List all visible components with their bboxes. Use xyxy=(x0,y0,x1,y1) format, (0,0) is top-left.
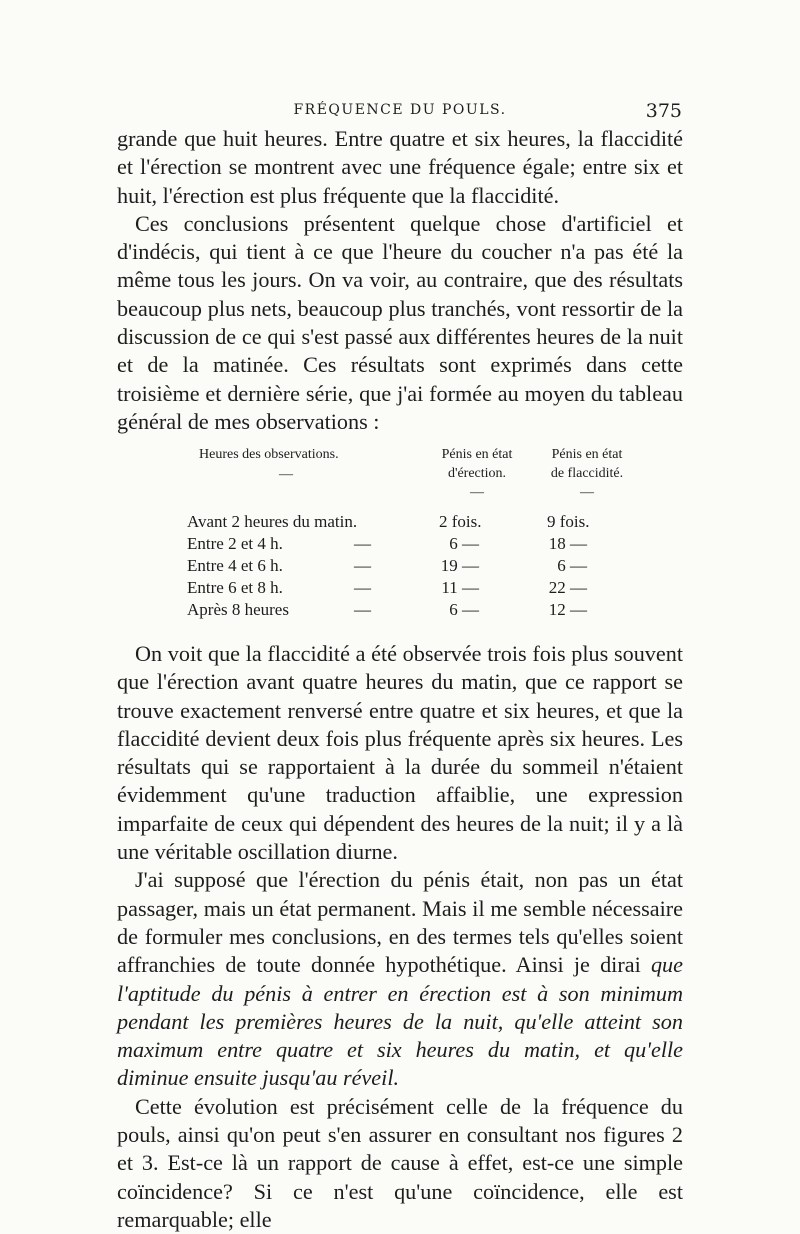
row-label: Entre 6 et 8 h. xyxy=(187,578,283,597)
table-row xyxy=(117,578,683,600)
header-flaccidite-line2: de flaccidité. xyxy=(550,466,624,481)
row-erection: 11 — xyxy=(441,578,479,597)
header-flaccidite-dash: — xyxy=(580,485,594,500)
italic-conclusion: que l'aptitude du pénis à entrer en érection est à son minimum pendant les premières heures de la nuit, qu'elle atteint son maximum entre quatre et six heures du matin, et qu'elle diminue ensuite jusqu'au réveil. xyxy=(117,952,683,1091)
running-header xyxy=(118,100,682,124)
row-dash: — xyxy=(354,600,371,619)
row-erection: 6 — xyxy=(449,600,479,619)
paragraph-continuation: grande que huit heures. Entre quatre et six heures, la flaccidité et l'érection se montrent avec une fréquence égale; entre six et huit, l'érection est plus fréquente que la flaccidité. xyxy=(117,126,683,208)
row-erection: 2 fois. xyxy=(439,512,482,531)
body-text-bottom xyxy=(117,640,683,1234)
body-text-top xyxy=(117,125,683,436)
page-number: 375 xyxy=(645,100,682,122)
paragraph-conclusions: Ces conclusions présentent quelque chose d'artificiel et d'indécis, qui tient à ce que l'heure du coucher n'a pas été la même tous les jours. On va voir, au contraire, que des résultats beaucoup plus nets, beaucoup plus tranchés, vont ressortir de la discussion de ce qui s'est passé aux différentes heures de la nuit et de la matinée. Ces résultats sont exprimés dans cette troisième et dernière série, que j'ai formée au moyen du tableau général de mes observations : xyxy=(117,210,683,434)
header-hours: Heures des observations. xyxy=(199,447,339,462)
row-flaccidite: 22 — xyxy=(548,578,587,597)
paragraph-plain-text: J'ai supposé que l'érection du pénis était, non pas un état passager, mais un état permanent. Mais il me semble nécessaire de formuler mes conclusions, en des termes tels qu'elles soient affranchies de toute donnée hypothétique. Ainsi je dirai xyxy=(117,867,683,978)
table-row xyxy=(117,512,683,534)
table-row xyxy=(117,534,683,556)
table-row xyxy=(117,600,683,622)
row-erection: 6 — xyxy=(449,534,479,553)
paragraph-flaccidite: On voit que la flaccidité a été observée trois fois plus souvent que l'érection avant quatre heures du matin, que ce rapport se trouve exactement renversé entre quatre et six heures, et que la flaccidité devient deux fois plus fréquente après six heures. Les résultats qui se rapportaient à la durée du sommeil n'étaient évidemment qu'une traduction affaiblie, une expression imparfaite de ceux qui dépendent des heures de la nuit; il y a là une véritable oscillation diurne. xyxy=(117,641,683,865)
running-title: FRÉQUENCE DU POULS. xyxy=(293,102,507,118)
row-dash: — xyxy=(354,556,371,575)
header-hours-dash: — xyxy=(279,467,293,482)
header-erection-line2: d'érection. xyxy=(447,466,507,481)
paragraph-pouls: Cette évolution est précisément celle de la fréquence du pouls, ainsi qu'on peut s'en assurer en consultant nos figures 2 et 3. Est-ce là un rapport de cause à effet, est-ce une simple coïncidence? Si ce n'est qu'une coïncidence, elle est remarquable; elle xyxy=(117,1093,683,1232)
row-flaccidite: 18 — xyxy=(548,534,587,553)
header-flaccidite-line1: Pénis en état xyxy=(551,447,623,462)
observations-table xyxy=(117,440,683,630)
header-erection-dash: — xyxy=(470,485,484,500)
row-flaccidite: 9 fois. xyxy=(547,512,590,531)
row-flaccidite: 12 — xyxy=(548,600,587,619)
row-erection: 19 — xyxy=(440,556,479,575)
row-dash: — xyxy=(354,578,371,597)
row-dash: — xyxy=(354,534,371,553)
table-row xyxy=(117,556,683,578)
row-label: Avant 2 heures du matin. xyxy=(187,512,358,531)
row-label: Après 8 heures xyxy=(187,600,289,619)
row-label: Entre 2 et 4 h. xyxy=(187,534,283,553)
row-flaccidite: 6 — xyxy=(557,556,587,575)
header-erection-line1: Pénis en état xyxy=(441,447,513,462)
row-label: Entre 4 et 6 h. xyxy=(187,556,283,575)
paragraph-conclusions-formulees xyxy=(117,866,683,1092)
